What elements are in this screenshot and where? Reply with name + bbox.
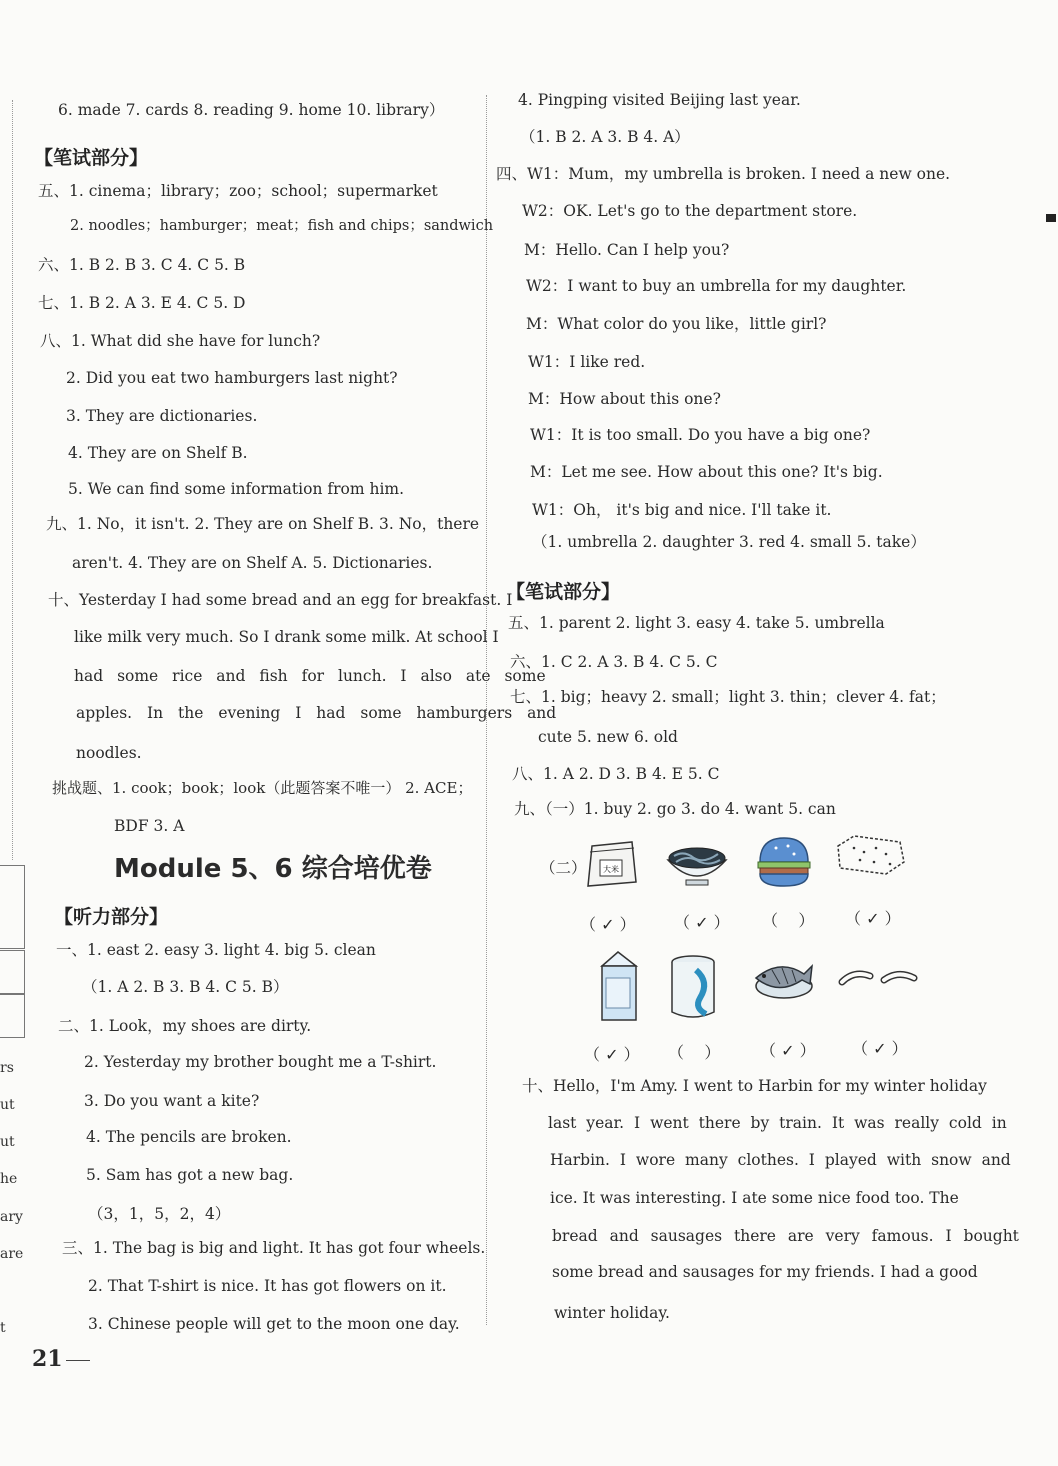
answer-line: ice. It was interesting. I ate some nice food too. The	[550, 1189, 959, 1207]
answer-line: 5. We can find some information from him.	[68, 480, 405, 498]
left-edge-fragment: ut	[0, 1134, 15, 1150]
answer-line: cute 5. new 6. old	[538, 728, 678, 746]
drink-can-icon	[666, 952, 720, 1022]
answer-line: 八、1. A 2. D 3. B 4. E 5. C	[512, 765, 720, 783]
check-mark: （ ✓ ）	[674, 913, 730, 932]
answer-line: 十、Yesterday I had some bread and an egg for breakfast. I	[48, 591, 513, 609]
answer-line: apples. In the evening I had some hamburgers and	[76, 704, 557, 722]
dialogue-line: M：What color do you like，little girl?	[526, 315, 827, 333]
answer-line: some bread and sausages for my friends. I had a good	[552, 1263, 978, 1281]
answer-line: bread and sausages there are very famous. I bought	[552, 1227, 1019, 1245]
answer-line: 5. Sam has got a new bag.	[86, 1166, 294, 1184]
left-edge-box	[0, 950, 25, 994]
check-mark: （ ）	[762, 911, 815, 930]
section-header: 【笔试部分】	[506, 581, 621, 603]
check-mark: （ ）	[668, 1043, 721, 1062]
dialogue-line: W1：Oh， it's big and nice. I'll take it.	[532, 501, 832, 519]
check-mark: （ ✓ ）	[584, 1045, 640, 1064]
fish-plate-icon	[746, 954, 816, 1006]
left-edge-fragment: t	[0, 1320, 6, 1336]
left-edge-fragment: rs	[0, 1060, 14, 1076]
answer-line: 3. Chinese people will get to the moon one day.	[88, 1315, 460, 1333]
left-edge-box	[0, 994, 25, 1038]
milk-carton-icon	[594, 948, 644, 1024]
answer-line: 挑战题、1. cook；book；look（此题答案不唯一） 2. ACE；	[52, 779, 473, 797]
answer-line: 3. Do you want a kite?	[84, 1092, 260, 1110]
check-mark: （ ✓ ）	[852, 1039, 908, 1058]
answer-line: 一、1. east 2. easy 3. light 4. big 5. clean	[56, 941, 376, 959]
biscuit-icon	[830, 832, 908, 878]
answer-line: 二、1. Look，my shoes are dirty.	[58, 1017, 312, 1035]
module-title: Module 5、6 综合培优卷	[114, 854, 432, 884]
section-header: 【笔试部分】	[34, 147, 149, 169]
check-mark: （ ✓ ）	[845, 909, 901, 928]
answer-line: 4. Pingping visited Beijing last year.	[518, 91, 801, 109]
page-number: 21	[32, 1346, 63, 1372]
answer-line: 4. They are on Shelf B.	[68, 444, 248, 462]
dialogue-line: M：Hello. Can I help you?	[524, 241, 730, 259]
answer-line: 6. made 7. cards 8. reading 9. home 10. library）	[58, 101, 445, 119]
noodles-bowl-icon	[664, 840, 730, 890]
answer-line: （1. B 2. A 3. B 4. A）	[520, 128, 690, 146]
answer-line: 六、1. B 2. B 3. C 4. C 5. B	[38, 256, 246, 274]
dialogue-line: 四、W1：Mum，my umbrella is broken. I need a new one.	[496, 165, 951, 183]
answer-line: like milk very much. So I drank some milk. At school I	[74, 628, 499, 646]
answer-line: 2. noodles；hamburger；meat；fish and chips；sandwich	[70, 218, 494, 234]
answer-line: aren't. 4. They are on Shelf A. 5. Dictionaries.	[72, 554, 433, 572]
answer-line: （二）	[540, 859, 587, 877]
left-edge-fragment: ary	[0, 1209, 23, 1225]
answer-line: noodles.	[76, 744, 142, 762]
dialogue-line: W1：I like red.	[528, 353, 646, 371]
answer-line: 2. Yesterday my brother bought me a T-shirt.	[84, 1053, 437, 1071]
answer-line: 2. That T-shirt is nice. It has got flowers on it.	[88, 1277, 447, 1295]
answer-line: last year. I went there by train. It was really cold in	[548, 1114, 1007, 1132]
dialogue-line: W1：It is too small. Do you have a big one?	[530, 426, 871, 444]
right-edge-mark	[1046, 214, 1056, 222]
answer-line: 3. They are dictionaries.	[66, 407, 258, 425]
answer-line: （3，1，5，2，4）	[88, 1205, 231, 1223]
answer-line: 九、（一）1. buy 2. go 3. do 4. want 5. can	[514, 800, 836, 818]
answer-line: 七、1. big；heavy 2. small；light 3. thin；clever 4. fat；	[510, 688, 946, 706]
answer-line: 五、1. cinema；library；zoo；school；supermarket	[38, 182, 438, 200]
answer-line: 六、1. C 2. A 3. B 4. C 5. C	[510, 653, 718, 671]
dialogue-line: W2：I want to buy an umbrella for my daughter.	[526, 277, 907, 295]
hamburger-icon	[754, 834, 814, 890]
answer-line: 4. The pencils are broken.	[86, 1128, 292, 1146]
answer-line: winter holiday.	[554, 1304, 670, 1322]
answer-line: BDF 3. A	[114, 817, 185, 835]
sausages-icon	[838, 966, 918, 994]
rice-bag-icon	[582, 838, 640, 890]
answer-line: 七、1. B 2. A 3. E 4. C 5. D	[38, 294, 246, 312]
dialogue-line: M：Let me see. How about this one? It's big.	[530, 463, 883, 481]
section-header: 【听力部分】	[54, 906, 169, 928]
rice-bag-label: 大米	[603, 865, 619, 874]
dialogue-line: W2：OK. Let's go to the department store.	[522, 202, 858, 220]
answer-line: had some rice and fish for lunch. I also ate some	[74, 667, 546, 685]
left-page-edge-divider	[12, 100, 13, 860]
check-mark: （ ✓ ）	[580, 915, 636, 934]
left-edge-fragment: he	[0, 1171, 18, 1187]
page-number-dash	[66, 1360, 90, 1361]
answer-line: Harbin. I wore many clothes. I played with snow and	[550, 1151, 1011, 1169]
check-mark: （ ✓ ）	[760, 1041, 816, 1060]
left-edge-fragment: ut	[0, 1097, 15, 1113]
answer-line: （1. umbrella 2. daughter 3. red 4. small 5. take）	[532, 533, 926, 551]
left-edge-fragment: are	[0, 1246, 24, 1262]
dialogue-line: M：How about this one?	[528, 390, 721, 408]
answer-line: 2. Did you eat two hamburgers last night?	[66, 369, 398, 387]
answer-line: （1. A 2. B 3. B 4. C 5. B）	[82, 978, 289, 996]
answer-line: 十、Hello，I'm Amy. I went to Harbin for my winter holiday	[522, 1077, 987, 1095]
answer-line: 三、1. The bag is big and light. It has got four wheels.	[62, 1239, 486, 1257]
left-edge-box	[0, 865, 25, 949]
answer-line: 九、1. No，it isn't. 2. They are on Shelf B. 3. No，there	[46, 515, 480, 533]
answer-line: 八、1. What did she have for lunch?	[40, 332, 321, 350]
answer-line: 五、1. parent 2. light 3. easy 4. take 5. umbrella	[508, 614, 885, 632]
